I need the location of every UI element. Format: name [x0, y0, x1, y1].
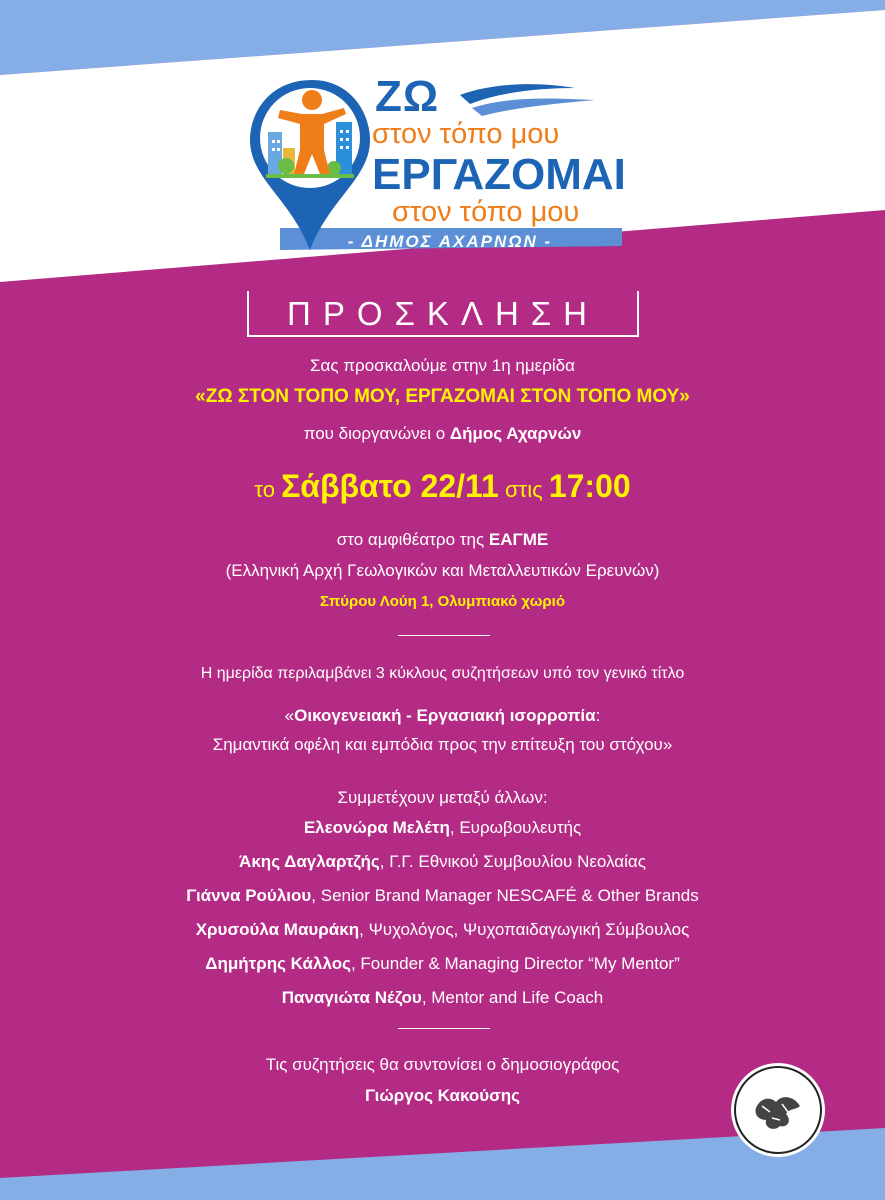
venue-address: Σπύρου Λούη 1, Ολυμπιακό χωριό	[319, 593, 565, 610]
venue-prefix: στο αμφιθέατρο της	[336, 530, 489, 549]
participants-intro: Συμμετέχουν μεταξύ άλλων:	[337, 788, 548, 807]
event-time: 17:00	[548, 468, 631, 504]
logo-title-ergazomai: ΕΡΓΑΖΟΜΑΙ	[372, 150, 626, 199]
participant-role: , Γ.Γ. Εθνικού Συμβουλίου Νεολαίας	[379, 852, 646, 871]
logo-subtitle-2: στον τόπο μου	[392, 196, 580, 228]
invitation-title: ΠΡΟΣΚΛΗΣΗ	[286, 295, 600, 332]
invitation-intro: Σας προσκαλούμε στην 1η ημερίδα	[310, 356, 575, 375]
moderator-name: Γιώργος Κακούσης	[364, 1086, 521, 1105]
venue-full-name: (Ελληνική Αρχή Γεωλογικών και Μεταλλευτικών Ερευνών)	[225, 561, 660, 580]
list-item	[0, 954, 885, 974]
divider	[398, 635, 490, 636]
participant-name: Χρυσούλα Μαυράκη	[195, 920, 360, 939]
list-item	[0, 818, 885, 838]
participant-role: , Founder & Managing Director “My Mentor”	[350, 954, 680, 973]
participant-name: Γιάννα Ρούλιου	[186, 886, 312, 905]
participant-name: Παναγιώτα Νέζου	[281, 988, 422, 1007]
time-prefix: στις	[498, 477, 549, 502]
venue-line	[0, 530, 885, 550]
logo-title-zo: ΖΩ	[375, 72, 440, 121]
participant-role: , Senior Brand Manager NESCAFÉ & Other Brands	[311, 886, 699, 905]
list-item	[0, 988, 885, 1008]
participant-name: Δημήτρης Κάλλος	[205, 954, 351, 973]
logo-banner-municipality: - ΔΗΜΟΣ ΑΧΑΡΝΩΝ -	[347, 232, 553, 251]
date-prefix: το	[254, 477, 282, 502]
theme-open-quote: «	[284, 706, 295, 725]
moderator-intro: Τις συζητήσεις θα συντονίσει ο δημοσιογράφος	[265, 1055, 620, 1074]
logo-subtitle-1: στον τόπο μου	[372, 118, 560, 150]
program-theme-line1	[0, 706, 885, 726]
participant-name: Άκης Δαγλαρτζής	[239, 852, 380, 871]
organizer-line	[0, 424, 885, 444]
theme-title: Οικογενειακή - Εργασιακή ισορροπία	[294, 706, 596, 725]
participant-role: , Ψυχολόγος, Ψυχοπαιδαγωγική Σύμβουλος	[359, 920, 690, 939]
divider	[398, 1028, 490, 1029]
list-item	[0, 886, 885, 906]
participant-name: Ελεονώρα Μελέτη	[303, 818, 450, 837]
theme-colon: :	[595, 706, 601, 725]
participant-role: , Mentor and Life Coach	[421, 988, 604, 1007]
event-name: «ΖΩ ΣΤΟΝ ΤΟΠΟ ΜΟΥ, ΕΡΓΑΖΟΜΑΙ ΣΤΟΝ ΤΟΠΟ ΜΟΥ»	[195, 386, 690, 407]
venue-name: ΕΑΓΜΕ	[488, 530, 549, 549]
date-line	[0, 468, 885, 505]
municipality-seal-icon	[730, 1062, 826, 1158]
program-theme-line2: Σημαντικά οφέλη και εμπόδια προς την επίτευξη του στόχου»	[212, 735, 673, 754]
organizer-prefix: που διοργανώνει ο	[303, 424, 450, 443]
event-date: Σάββατο 22/11	[281, 468, 499, 504]
participant-role: , Ευρωβουλευτής	[449, 818, 582, 837]
list-item	[0, 852, 885, 872]
list-item	[0, 920, 885, 940]
organizer-name: Δήμος Αχαρνών	[449, 424, 582, 443]
program-intro: Η ημερίδα περιλαμβάνει 3 κύκλους συζητήσεων υπό τον γενικό τίτλο	[200, 665, 685, 682]
